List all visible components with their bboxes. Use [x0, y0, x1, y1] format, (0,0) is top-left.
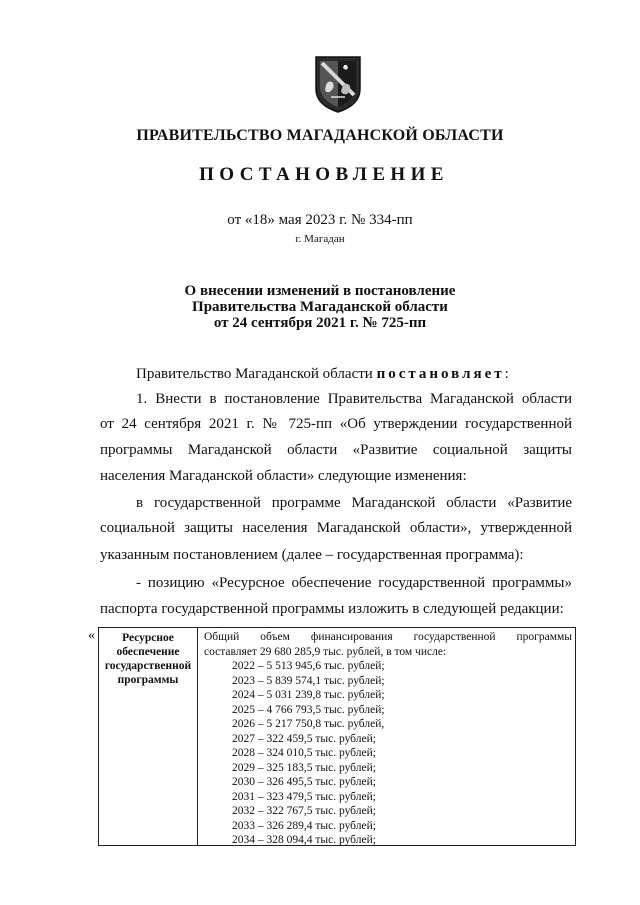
opening-quote: «: [88, 628, 95, 643]
funding-year-line: 2026 – 5 217 750,8 тыс. рублей,: [232, 718, 385, 730]
document-type: ПОСТАНОВЛЕНИЕ: [199, 164, 449, 185]
table-content-cell: [204, 630, 572, 848]
funding-year-line: 2028 – 324 010,5 тыс. рублей;: [232, 747, 376, 759]
label-line: обеспечение: [116, 646, 180, 658]
label-line: государственной: [104, 660, 192, 672]
label-line: программы: [117, 674, 179, 686]
paragraph-2-line: указанным постановлением (далее – государственная программа):: [100, 547, 524, 563]
paragraph-1-line: программы Магаданской области «Развитие социальной защиты: [100, 442, 572, 458]
funding-intro-line: составляет 29 680 285,9 тыс. рублей, в том числе:: [204, 645, 447, 658]
resolves-prefix: Правительство Магаданской области: [136, 366, 373, 382]
paragraph-3-line: паспорта государственной программы изложить в следующей редакции:: [100, 601, 564, 617]
funding-year-line: 2022 – 5 513 945,6 тыс. рублей;: [232, 660, 385, 672]
government-title: ПРАВИТЕЛЬСТВО МАГАДАНСКОЙ ОБЛАСТИ: [136, 127, 504, 144]
table-label-cell: [99, 631, 197, 687]
funding-year-line: 2033 – 326 289,4 тыс. рублей;: [232, 819, 376, 832]
funding-year-line: 2031 – 323 479,5 тыс. рублей;: [232, 790, 376, 803]
label-line: Ресурсное: [122, 632, 174, 644]
subject-line: О внесении изменений в постановление: [184, 283, 456, 299]
subject-line: от 24 сентября 2021 г. № 725-пп: [213, 315, 427, 331]
document-date-number: от «18» мая 2023 г. № 334-пп: [227, 212, 413, 228]
resource-table: [98, 627, 576, 846]
document-place: г. Магадан: [295, 233, 345, 245]
paragraph-2-line: в государственной программе Магаданской области «Развитие: [136, 495, 572, 511]
resolves-word: постановляет: [376, 366, 505, 382]
funding-year-line: 2027 – 322 459,5 тыс. рублей;: [232, 732, 376, 745]
funding-year-line: 2024 – 5 031 239,8 тыс. рублей;: [232, 689, 385, 701]
table-divider: [197, 628, 198, 845]
resolves-line: [136, 366, 509, 383]
paragraph-1-line: от 24 сентября 2021 г. № 725-пп «Об утверждении государственной: [100, 416, 572, 432]
paragraph-1-line: населения Магаданской области» следующие изменения:: [100, 468, 467, 484]
funding-year-line: 2034 – 328 094,4 тыс. рублей;: [232, 834, 376, 846]
funding-year-line: 2032 – 322 767,5 тыс. рублей;: [232, 805, 376, 817]
document-subject: [0, 283, 640, 331]
resolves-colon: :: [504, 366, 509, 382]
funding-year-line: 2025 – 4 766 793,5 тыс. рублей;: [232, 703, 385, 716]
paragraph-2-line: социальной защиты населения Магаданской области», утвержденной: [100, 520, 572, 536]
funding-intro-line: Общий объем финансирования государственной программы: [204, 631, 572, 643]
magadan-region-coat-of-arms-icon: [313, 55, 363, 113]
subject-line: Правительства Магаданской области: [192, 299, 448, 315]
paragraph-1-line: 1. Внести в постановление Правительства Магаданской области: [136, 391, 572, 407]
funding-year-line: 2023 – 5 839 574,1 тыс. рублей;: [232, 674, 385, 687]
paragraph-3-line: - позицию «Ресурсное обеспечение государственной программы»: [136, 575, 572, 591]
funding-year-line: 2030 – 326 495,5 тыс. рублей;: [232, 776, 376, 788]
funding-year-line: 2029 – 325 183,5 тыс. рублей;: [232, 761, 376, 774]
